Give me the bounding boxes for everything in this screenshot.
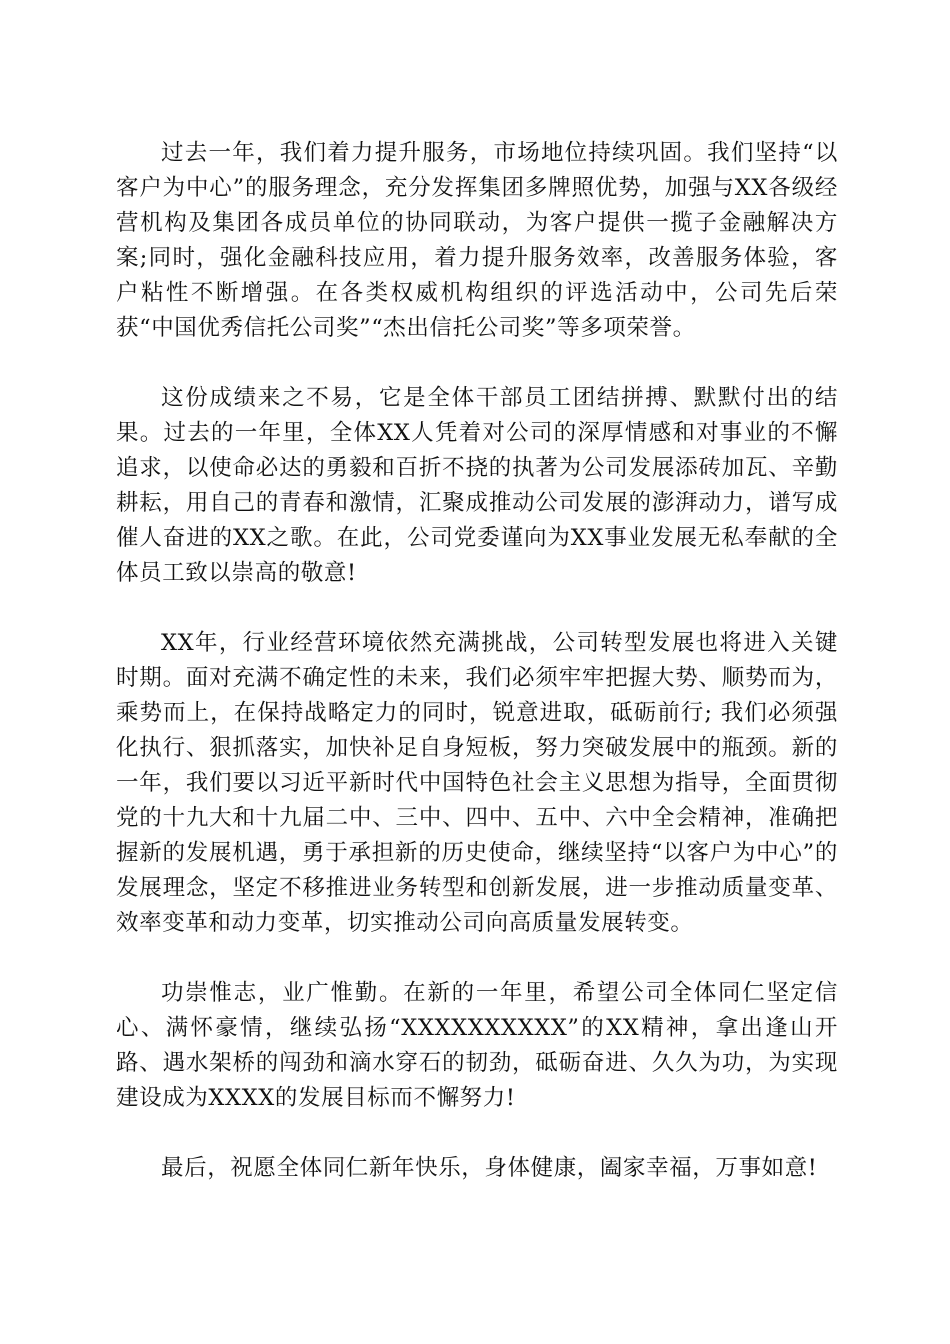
paragraph-staff-gratitude: 这份成绩来之不易，它是全体干部员工团结拼搏、默默付出的结果。过去的一年里，全体XX人凭着对公司的深厚情感和对事业的不懈追求，以使命必达的勇毅和百折不挠的执著为公司发展添砖加瓦、辛勤耕耘，用自己的青春和激情，汇聚成推动公司发展的澎湃动力，谱写成催人奋进的XX之歌。在此，公司党委谨向为XX事业发展无私奉献的全体员工致以崇高的敬意! [116,385,838,586]
paragraph-outlook: XX年，行业经营环境依然充满挑战，公司转型发展也将进入关键时期。面对充满不确定性的未来，我们必须牢牢把握大势、顺势而为，乘势而上，在保持战略定力的同时，锐意进取，砥砺前行; 我们必须强化执行、狠抓落实，加快补足自身短板，努力突破发展中的瓶颈。新的一年，我们要以习近平新时代中国特色社会主义思想为指导，全面贯彻党的十九大和十九届二中、三中、四中、五中、六中全会精神，准确把握新的发展机遇，勇于承担新的历史使命，继续坚持“以客户为中心”的发展理念，坚定不移推进业务转型和创新发展，进一步推动质量变革、效率变革和动力变革，切实推动公司向高质量发展转变。 [116,630,838,936]
paragraph-new-year-wishes: 最后，祝愿全体同仁新年快乐，身体健康，阖家幸福，万事如意! [161,1155,818,1181]
paragraph-call-to-action: 功崇惟志，业广惟勤。在新的一年里，希望公司全体同仁坚定信心、满怀豪情，继续弘扬“XXXXXXXXXX”的XX精神，拿出逢山开路、遇水架桥的闯劲和滴水穿石的韧劲，砥砺奋进、久久为功，为实现建设成为XXXX的发展目标而不懈努力! [116,980,838,1111]
paragraph-service-review: 过去一年，我们着力提升服务，市场地位持续巩固。我们坚持“以客户为中心”的服务理念，充分发挥集团多牌照优势，加强与XX各级经营机构及集团各成员单位的协同联动，为客户提供一揽子金融解决方案;同时，强化金融科技应用，着力提升服务效率，改善服务体验，客户粘性不断增强。在各类权威机构组织的评选活动中，公司先后荣获“中国优秀信托公司奖”“杰出信托公司奖”等多项荣誉。 [116,140,838,341]
document-body [116,136,838,1221]
